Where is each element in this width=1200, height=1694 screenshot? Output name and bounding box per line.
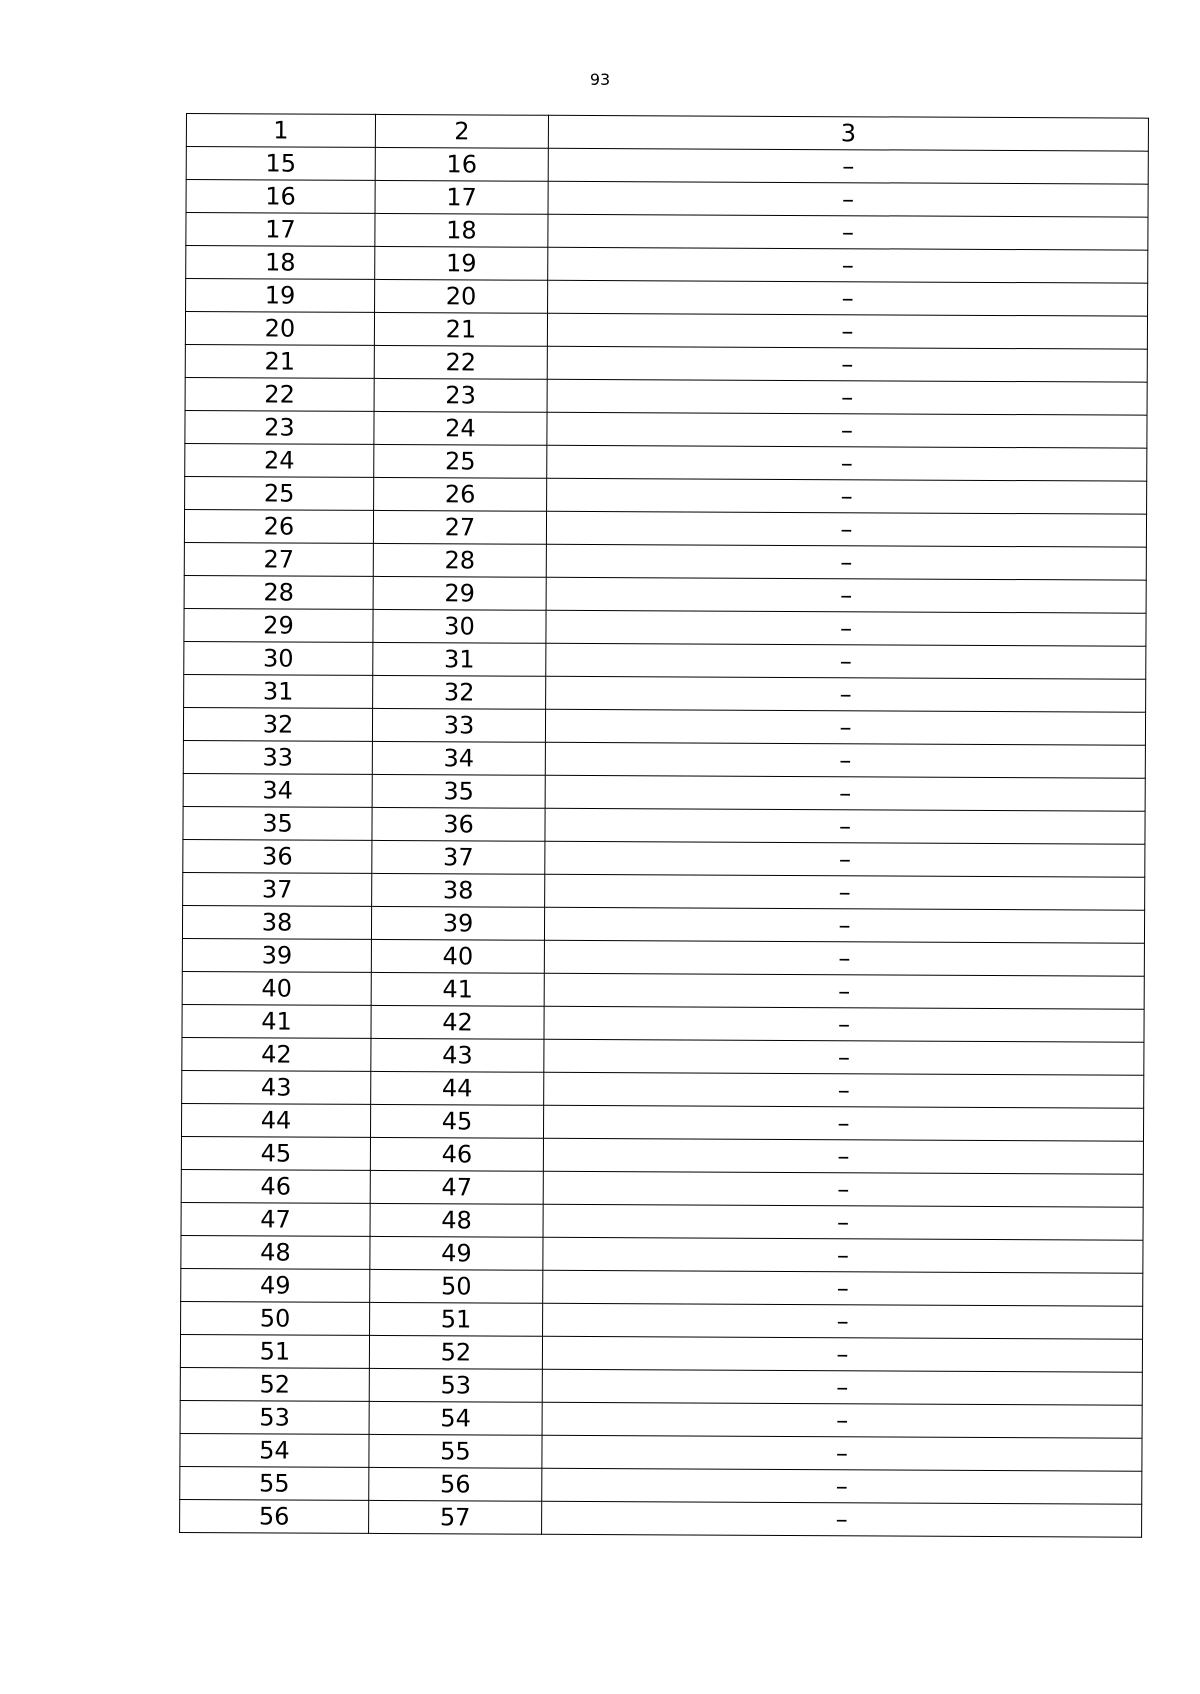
table-cell: 42 xyxy=(371,1005,544,1039)
table-row xyxy=(186,246,1148,284)
table-row xyxy=(180,1466,1142,1504)
table-row xyxy=(182,1070,1144,1108)
table-cell: 32 xyxy=(373,675,546,709)
table-row xyxy=(182,1037,1144,1075)
table-cell: 44 xyxy=(371,1071,544,1105)
table-cell: 52 xyxy=(369,1335,542,1369)
table-cell: 37 xyxy=(183,872,372,906)
table-cell: – xyxy=(545,874,1145,910)
table-cell: – xyxy=(548,247,1148,283)
table-row xyxy=(183,839,1145,877)
page-number: 93 xyxy=(589,70,611,89)
table-cell: 32 xyxy=(183,707,372,741)
table-row xyxy=(181,1202,1143,1240)
table-cell: 15 xyxy=(186,147,375,181)
table-row xyxy=(186,279,1148,317)
table-cell: 34 xyxy=(183,773,372,807)
table-cell: 56 xyxy=(180,1499,369,1533)
table-cell: 51 xyxy=(370,1302,543,1336)
table-cell: 24 xyxy=(185,443,374,477)
table-row xyxy=(182,1004,1144,1042)
table-cell: 30 xyxy=(184,641,373,675)
column-header: 3 xyxy=(548,115,1148,151)
table-cell: 31 xyxy=(184,674,373,708)
table-cell: – xyxy=(547,478,1147,514)
table-row xyxy=(181,1301,1143,1339)
table-cell: 54 xyxy=(180,1433,369,1467)
table-cell: – xyxy=(545,709,1145,745)
table-cell: – xyxy=(547,313,1147,349)
table-cell: – xyxy=(545,808,1145,844)
table-cell: 23 xyxy=(185,410,374,444)
table-cell: 35 xyxy=(372,774,545,808)
table-row xyxy=(186,180,1148,218)
table-cell: 19 xyxy=(375,246,548,280)
table-row xyxy=(186,147,1148,185)
table-cell: – xyxy=(546,643,1146,679)
table-cell: 53 xyxy=(369,1368,542,1402)
table-cell: 23 xyxy=(374,378,547,412)
table-cell: – xyxy=(546,544,1146,580)
table-cell: – xyxy=(543,1204,1143,1240)
table-cell: 57 xyxy=(369,1500,542,1534)
table-cell: – xyxy=(544,973,1144,1009)
table-row xyxy=(182,938,1144,976)
table-cell: 33 xyxy=(372,708,545,742)
table-cell: 18 xyxy=(375,213,548,247)
table-cell: 53 xyxy=(180,1400,369,1434)
table-row xyxy=(181,1235,1143,1273)
table-cell: 25 xyxy=(374,444,547,478)
table-cell: 27 xyxy=(184,542,373,576)
table-row xyxy=(180,1433,1142,1471)
table-row xyxy=(185,443,1147,481)
table-row xyxy=(183,707,1145,745)
table-cell: 52 xyxy=(180,1367,369,1401)
table-cell: 26 xyxy=(184,509,373,543)
table-cell: 36 xyxy=(372,807,545,841)
table-cell: – xyxy=(547,412,1147,448)
table-header-row xyxy=(186,114,1148,152)
table-row xyxy=(184,674,1146,712)
table-row xyxy=(180,1400,1142,1438)
table-row xyxy=(185,476,1147,514)
table-cell: – xyxy=(543,1303,1143,1339)
table-row xyxy=(183,740,1145,778)
table-cell: 18 xyxy=(186,246,375,280)
column-header: 1 xyxy=(186,114,375,148)
table-cell: 49 xyxy=(370,1236,543,1270)
table-cell: 35 xyxy=(183,806,372,840)
table-cell: – xyxy=(547,346,1147,382)
table-cell: 16 xyxy=(375,147,548,181)
table-cell: – xyxy=(547,445,1147,481)
table-cell: 17 xyxy=(186,213,375,247)
table-cell: – xyxy=(542,1402,1142,1438)
table-cell: 54 xyxy=(369,1401,542,1435)
table-cell: 43 xyxy=(182,1070,371,1104)
table-row xyxy=(185,377,1147,415)
table-cell: 38 xyxy=(182,905,371,939)
table-cell: 20 xyxy=(375,279,548,313)
table-row xyxy=(184,575,1146,613)
table-row xyxy=(185,344,1147,382)
table-row xyxy=(183,806,1145,844)
table-cell: 24 xyxy=(374,411,547,445)
table-cell: 29 xyxy=(373,576,546,610)
table-row xyxy=(186,213,1148,251)
table-cell: 38 xyxy=(372,873,545,907)
table-cell: 45 xyxy=(370,1104,543,1138)
table-cell: 55 xyxy=(369,1434,542,1468)
table-cell: – xyxy=(545,742,1145,778)
table-cell: – xyxy=(548,148,1148,184)
table-cell: – xyxy=(546,577,1146,613)
table-cell: – xyxy=(547,379,1147,415)
table-cell: – xyxy=(546,610,1146,646)
table-body xyxy=(180,147,1149,1538)
table-row xyxy=(185,312,1147,350)
table-cell: – xyxy=(543,1138,1143,1174)
table-cell: 39 xyxy=(182,938,371,972)
table-cell: 28 xyxy=(184,575,373,609)
table-cell: 25 xyxy=(185,476,374,510)
table-cell: 33 xyxy=(183,740,372,774)
table-cell: 39 xyxy=(371,906,544,940)
table-cell: 19 xyxy=(186,279,375,313)
table-cell: 40 xyxy=(371,939,544,973)
table-cell: 49 xyxy=(181,1268,370,1302)
table-cell: 16 xyxy=(186,180,375,214)
table-row xyxy=(184,608,1146,646)
table-cell: 42 xyxy=(182,1037,371,1071)
table-row xyxy=(181,1136,1143,1174)
table-cell: – xyxy=(542,1336,1142,1372)
table-cell: 40 xyxy=(182,971,371,1005)
table-cell: 47 xyxy=(370,1170,543,1204)
table-row xyxy=(181,1169,1143,1207)
table-cell: – xyxy=(548,280,1148,316)
table-cell: 46 xyxy=(181,1169,370,1203)
table-row xyxy=(180,1367,1142,1405)
table-cell: 17 xyxy=(375,180,548,214)
table-cell: 34 xyxy=(372,741,545,775)
table-cell: – xyxy=(543,1105,1143,1141)
table-cell: 48 xyxy=(181,1235,370,1269)
table-cell: – xyxy=(543,1270,1143,1306)
table-row xyxy=(180,1334,1142,1372)
table-cell: 45 xyxy=(181,1136,370,1170)
table-cell: 27 xyxy=(373,510,546,544)
table-cell: 36 xyxy=(183,839,372,873)
table-cell: – xyxy=(543,1237,1143,1273)
table-cell: – xyxy=(546,511,1146,547)
table-cell: – xyxy=(544,1039,1144,1075)
table-cell: 47 xyxy=(181,1202,370,1236)
table-row xyxy=(185,410,1147,448)
table-cell: – xyxy=(548,181,1148,217)
table-cell: 48 xyxy=(370,1203,543,1237)
table-cell: – xyxy=(544,1072,1144,1108)
table-cell: 22 xyxy=(374,345,547,379)
table-row xyxy=(182,905,1144,943)
table-cell: 46 xyxy=(370,1137,543,1171)
table-row xyxy=(183,872,1145,910)
table-cell: 28 xyxy=(373,543,546,577)
table-cell: – xyxy=(542,1369,1142,1405)
table-cell: 21 xyxy=(185,344,374,378)
table-cell: – xyxy=(545,841,1145,877)
table-cell: 51 xyxy=(180,1334,369,1368)
table-row xyxy=(181,1268,1143,1306)
table-row xyxy=(180,1499,1142,1537)
table-cell: 21 xyxy=(374,312,547,346)
table-cell: 44 xyxy=(181,1103,370,1137)
table-cell: – xyxy=(542,1501,1142,1537)
table-cell: – xyxy=(545,775,1145,811)
table-cell: 30 xyxy=(373,609,546,643)
table-cell: 55 xyxy=(180,1466,369,1500)
table-cell: 50 xyxy=(370,1269,543,1303)
table-cell: 56 xyxy=(369,1467,542,1501)
table-cell: 41 xyxy=(182,1004,371,1038)
table-row xyxy=(183,773,1145,811)
table-row xyxy=(182,971,1144,1009)
table-cell: – xyxy=(544,907,1144,943)
table-row xyxy=(184,542,1146,580)
table-cell: – xyxy=(544,940,1144,976)
table-cell: 50 xyxy=(181,1301,370,1335)
table-cell: – xyxy=(546,676,1146,712)
table-cell: – xyxy=(544,1006,1144,1042)
table-cell: 31 xyxy=(373,642,546,676)
table-cell: – xyxy=(542,1468,1142,1504)
table-cell: 20 xyxy=(185,312,374,346)
table-cell: – xyxy=(542,1435,1142,1471)
column-header: 2 xyxy=(375,114,548,148)
table-cell: 43 xyxy=(371,1038,544,1072)
table-container xyxy=(179,113,1149,1538)
table-cell: – xyxy=(543,1171,1143,1207)
table-row xyxy=(181,1103,1143,1141)
table-cell: 37 xyxy=(372,840,545,874)
data-table xyxy=(179,113,1149,1538)
table-cell: 26 xyxy=(374,477,547,511)
table-row xyxy=(184,509,1146,547)
table-cell: 29 xyxy=(184,608,373,642)
table-cell: 22 xyxy=(185,377,374,411)
table-cell: – xyxy=(548,214,1148,250)
table-cell: 41 xyxy=(371,972,544,1006)
table-row xyxy=(184,641,1146,679)
